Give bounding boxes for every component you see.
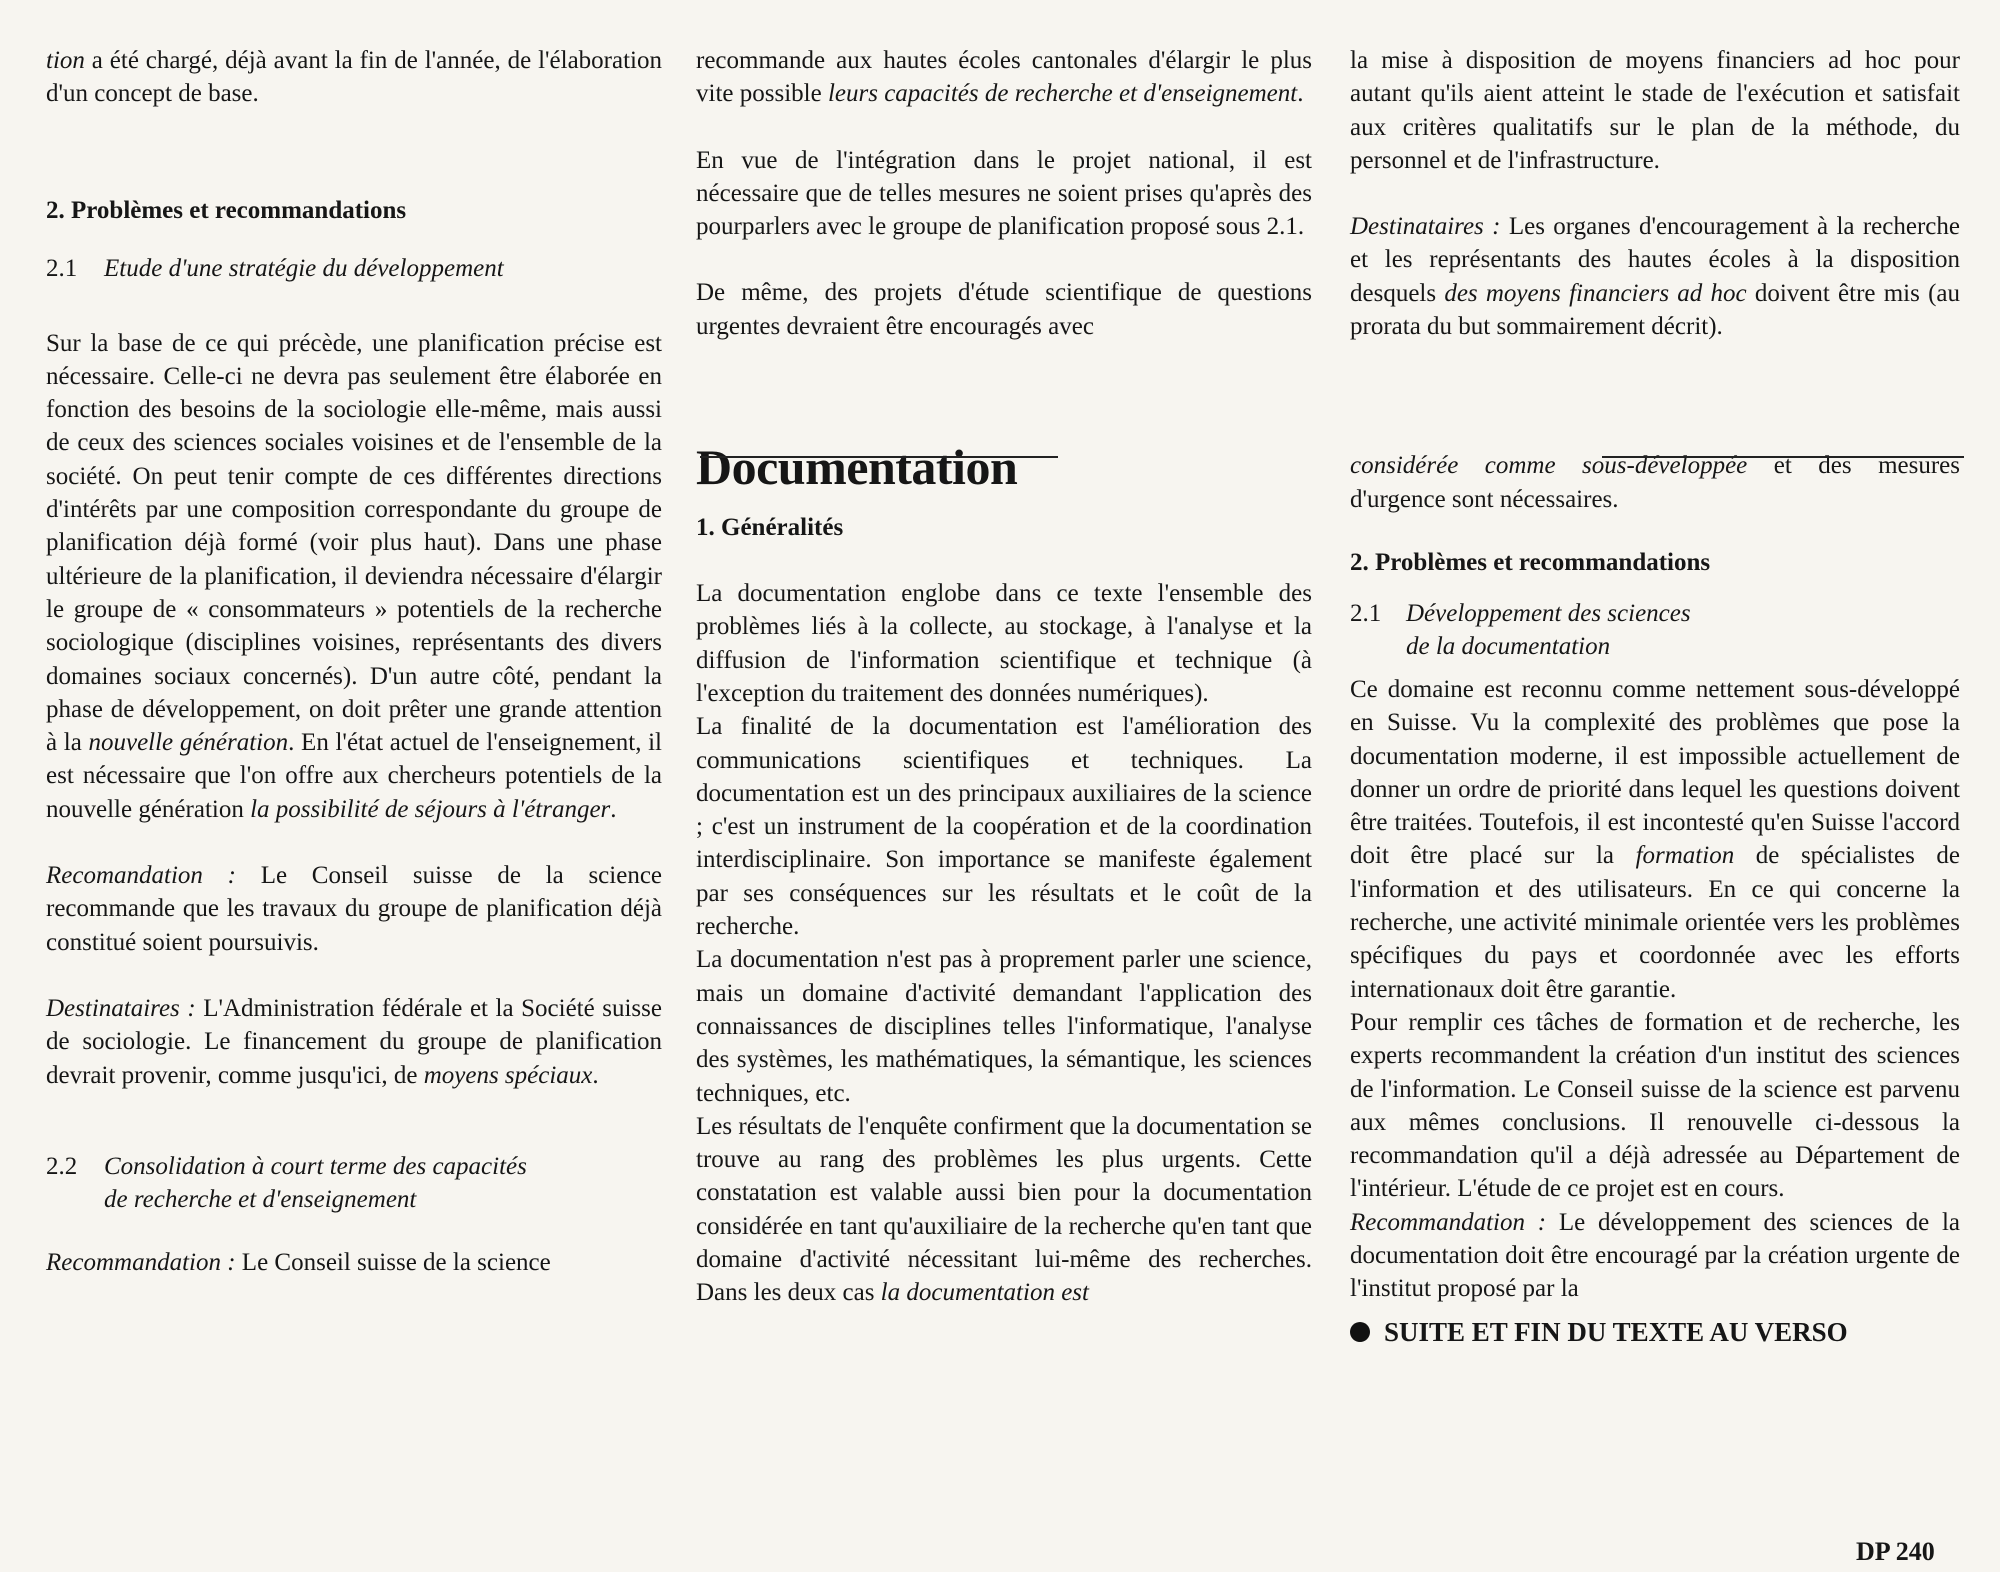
body-paragraph: la mise à disposition de moyens financiers ad hoc pour autant qu'ils aient atteint le stade de l'exécution et satisfait aux critères qualitatifs sur le plan de la méthode, du personnel et de l'infrastructure. [1350, 47, 1960, 174]
section-heading: 2. Problèmes et recommandations [1350, 548, 1711, 576]
body-paragraph: Ce domaine est reconnu comme nettement sous-développé en Suisse. Vu la complexité des problèmes que pose la documentation moderne, il est impossible actuellement de donner un ordre de priorité dans lequel les questions doivent être traitées. Toutefois, il est incontesté qu'en Suisse l'accord doit être placé sur la formation de spécialistes de l'information et des utilisateurs. En ce qui concerne la recherche, une activité minimale orientée vers les problèmes spécifiques du pays et coordonnée avec les efforts internationaux doit être garantie. [1350, 675, 1960, 1003]
divider-rule [1602, 456, 1964, 458]
body-paragraph: Les résultats de l'enquête confirment que la documentation se trouve au rang des problèmes les plus urgents. Cette constatation est valable aussi bien pour la documentation considérée en tant qu'auxiliaire de la recherche qu'en tant que domaine d'activité nécessitant lui-même des recherches. Dans les deux cas la documentation est [696, 1112, 1312, 1307]
body-paragraph: De même, des projets d'étude scientifique de questions urgentes devraient être encouragés avec [696, 279, 1312, 340]
recommendation-paragraph: Recomandation : Le Conseil suisse de la science recommande que les travaux du groupe de planification déjà constitué soient poursuivis. [46, 862, 663, 956]
intro-paragraph: tion a été chargé, déjà avant la fin de l'année, de l'élaboration d'un concept de base. [46, 47, 662, 108]
body-paragraph: La documentation englobe dans ce texte l'ensemble des problèmes liés à la collecte, au stockage, à l'analyse et la diffusion de l'information scientifique et technique (à l'exception du traitement des données numériques). [696, 580, 1312, 707]
column-1 [46, 44, 662, 1279]
recommendation-paragraph-2: Recommandation : Le Conseil suisse de la science [46, 1248, 551, 1276]
column-3 [1350, 44, 1960, 1349]
section-heading: 2. Problèmes et recommandations [46, 196, 407, 224]
destinataires-paragraph: Destinataires : L'Administration fédérale et la Société suisse de sociologie. Le financement du groupe de planification devrait provenir, comme jusqu'ici, de moyens spéciaux. [46, 994, 662, 1089]
body-paragraph: considérée comme sous-développée et des mesures d'urgence sont nécessaires. [1350, 452, 1960, 513]
body-paragraph: recommande aux hautes écoles cantonales d'élargir le plus vite possible leurs capacités de recherche et d'enseignement. [696, 47, 1312, 108]
body-paragraph: La documentation n'est pas à proprement parler une science, mais un domaine d'activité demandant l'application des connaissances de disciplines telles l'informatique, l'analyse des systèmes, les mathématiques, la sémantique, les sciences techniques, etc. [696, 946, 1312, 1107]
section-heading: 1. Généralités [696, 514, 844, 542]
destinataires-paragraph: Destinataires : Les organes d'encouragement à la recherche et les représentants des hautes écoles à la disposition desquels des moyens financiers ad hoc doivent être mis (au prorata du but sommairement décrit). [1350, 213, 1960, 341]
body-paragraph: Pour remplir ces tâches de formation et de recherche, les experts recommandent la création d'un institut des sciences de l'information. Le Conseil suisse de la science est parvenu aux mêmes conclusions. Il renouvelle ci-dessous la recommandation qu'il a déjà adressée au Département de l'intérieur. L'étude de ce projet est en cours. [1350, 1008, 1960, 1203]
column-2 [696, 44, 1312, 1310]
recommendation-paragraph: Recommandation : Le développement des sciences de la documentation doit être encouragé par la création urgente de l'institut proposé par la [1350, 1208, 1960, 1303]
divider-rule [700, 456, 1058, 458]
continued-notice: SUITE ET FIN DU TEXTE AU VERSO [1350, 1316, 1960, 1349]
body-paragraph: Sur la base de ce qui précède, une planification précise est nécessaire. Celle-ci ne devra pas seulement être élaborée en fonction des besoins de la sociologie elle-même, mais aussi de ceux des sciences sociales voisines et de l'ensemble de la société. On peut tenir compte de ces différentes directions d'intérêts par une composition correspondante du groupe de planification déjà formé (voir plus haut). Dans une phase ultérieure de la planification, il deviendra nécessaire d'élargir le groupe de « consommateurs » potentiels de la recherche sociologique (disciplines voisines, représentants des divers domaines sociaux concernés). D'un autre côté, pendant la phase de développement, on doit prêter une grande attention à la nouvelle génération. En l'état actuel de l'enseignement, il est nécessaire que l'on offre aux chercheurs potentiels de la nouvelle génération la possibilité de séjours à l'étranger. [46, 329, 663, 823]
body-paragraph: La finalité de la documentation est l'amélioration des communications scientifiques et techniques. La documentation est un des principaux auxiliaires de la science ; c'est un instrument de la coopération et de la coordination interdisciplinaire. Son importance se manifeste également par ses conséquences sur les résultats et le coût de la recherche. [696, 713, 1312, 941]
subsection-heading: 2.1 Etude d'une stratégie du développement [46, 254, 504, 282]
section-title: Documentation [696, 439, 1018, 496]
body-paragraph: En vue de l'intégration dans le projet national, il est nécessaire que de telles mesures ne soient prises qu'après des pourparlers avec le groupe de planification proposé sous 2.1. [696, 146, 1312, 241]
subsection-heading-2-2: 2.2 Consolidation à court terme des capacités de recherche et d'enseignement [46, 1152, 527, 1213]
page-folio: DP 240 [1856, 1537, 1935, 1566]
bullet-icon [1350, 1322, 1370, 1342]
subsection-heading: 2.1 Développement des sciences de la documentation [1350, 599, 1691, 660]
